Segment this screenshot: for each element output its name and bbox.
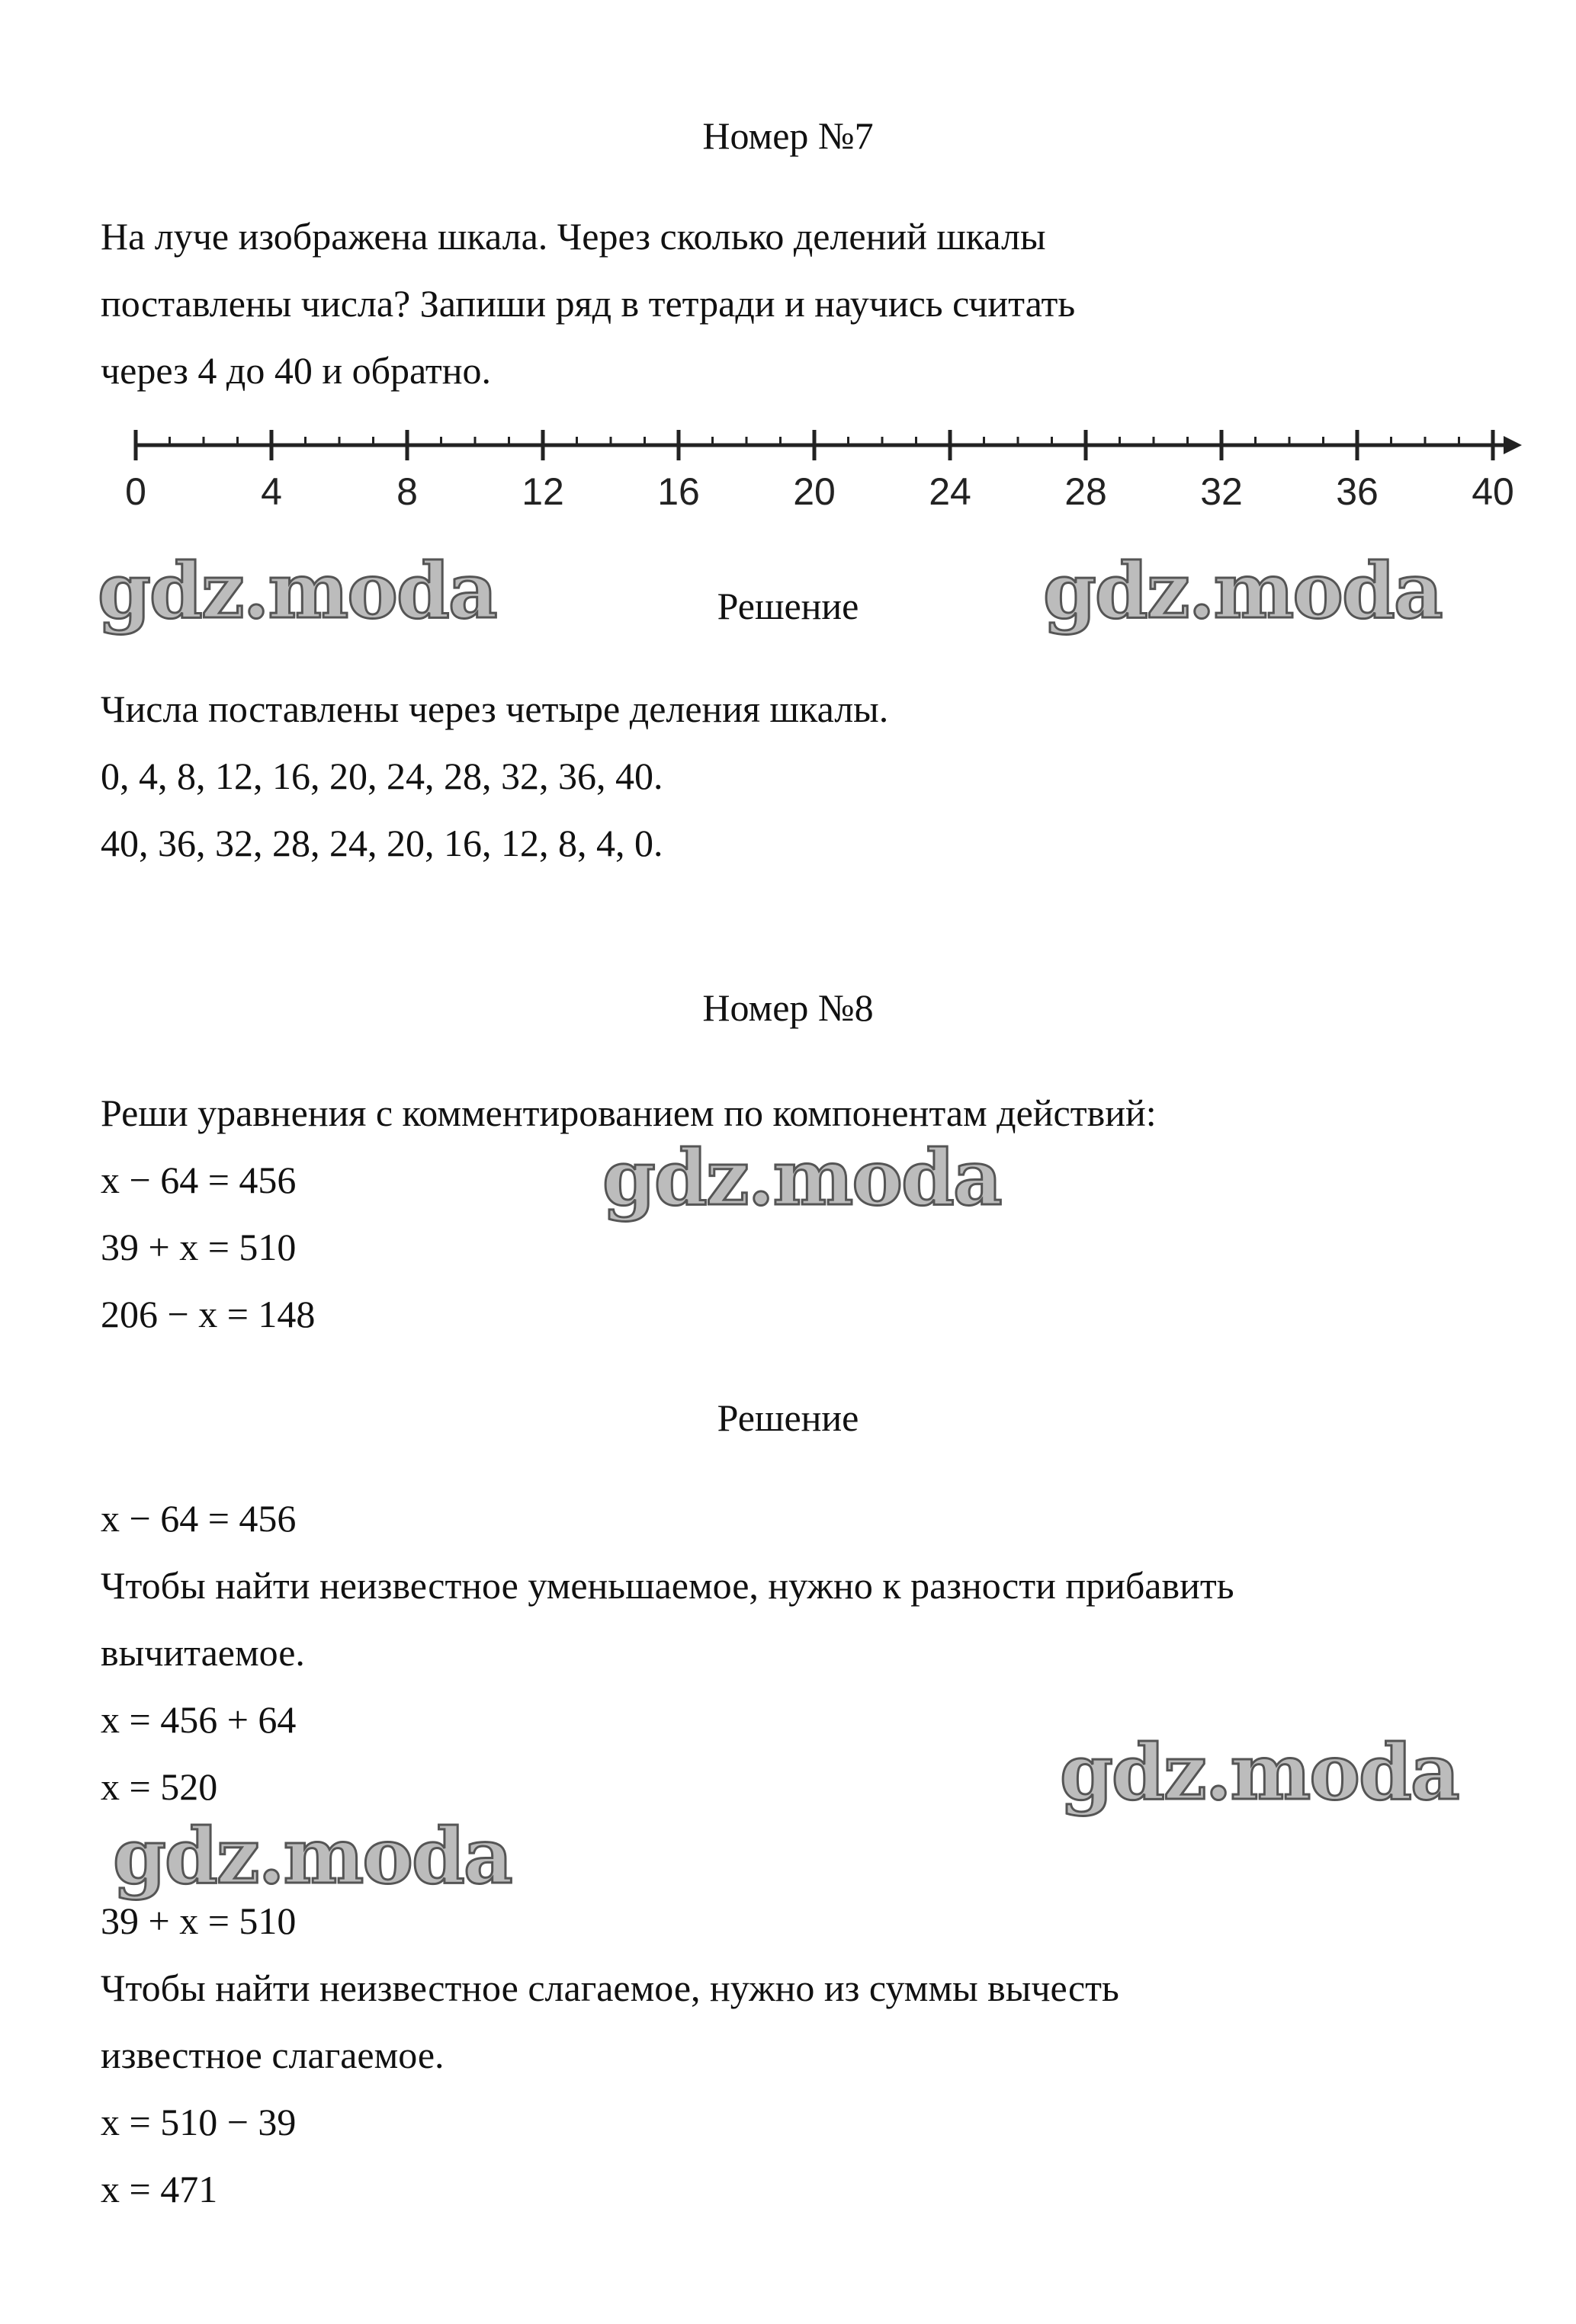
task7-question-line: поставлены числа? Запиши ряд в тетради и научись считать — [101, 282, 1076, 325]
task8-solution-line: x = 510 − 39 — [101, 2101, 297, 2143]
task7-question-line: через 4 до 40 и обратно. — [101, 349, 492, 392]
task8-solution-line: x − 64 = 456 — [101, 1497, 297, 1540]
scale-tick-label: 4 — [261, 470, 282, 513]
watermark: gdz.moda — [113, 1811, 512, 1901]
scale-tick-label: 8 — [396, 470, 418, 513]
task7-solution-heading: Решение — [717, 585, 859, 627]
task8-solution-line: Чтобы найти неизвестное уменьшаемое, нужно к разности прибавить — [101, 1564, 1234, 1607]
watermark: gdz.moda — [602, 1133, 1001, 1223]
scale-tick-label: 32 — [1200, 470, 1243, 513]
scale-tick-label: 24 — [929, 470, 971, 513]
task8-solution-line: вычитаемое. — [101, 1631, 305, 1674]
task8-solution-line: x = 456 + 64 — [101, 1698, 297, 1741]
watermark: gdz.moda — [1060, 1727, 1459, 1817]
number-scale — [91, 412, 1533, 534]
task7-solution-line: Числа поставлены через четыре деления шкалы. — [101, 688, 889, 730]
scale-arrow — [1504, 436, 1522, 454]
scale-tick-label: 12 — [522, 470, 564, 513]
number-scale-svg — [91, 412, 1533, 534]
scale-tick-label: 16 — [657, 470, 700, 513]
task8-solution-line: Чтобы найти неизвестное слагаемое, нужно из суммы вычесть — [101, 1967, 1119, 2009]
task8-heading: Номер №8 — [702, 986, 874, 1029]
task7-question-line: На луче изображена шкала. Через сколько делений шкалы — [101, 215, 1046, 258]
task8-equation: 39 + x = 510 — [101, 1226, 297, 1268]
scale-tick-label: 20 — [793, 470, 836, 513]
task8-solution-line: x = 520 — [101, 1765, 218, 1808]
task7-solution-line: 0, 4, 8, 12, 16, 20, 24, 28, 32, 36, 40. — [101, 755, 663, 797]
watermark: gdz.moda — [98, 546, 496, 636]
task8-question-line: Реши уравнения с комментированием по компонентам действий: — [101, 1091, 1157, 1134]
task8-equation: 206 − x = 148 — [101, 1293, 316, 1335]
task7-solution-line: 40, 36, 32, 28, 24, 20, 16, 12, 8, 4, 0. — [101, 822, 663, 864]
task8-solution-heading: Решение — [717, 1396, 859, 1439]
scale-tick-label: 0 — [125, 470, 146, 513]
task8-solution-line: x = 471 — [101, 2168, 218, 2210]
scale-tick-label: 40 — [1472, 470, 1514, 513]
task8-solution-line: 39 + x = 510 — [101, 1899, 297, 1942]
scale-tick-label: 28 — [1064, 470, 1107, 513]
task8-solution-line: известное слагаемое. — [101, 2034, 445, 2076]
task8-equation: x − 64 = 456 — [101, 1159, 297, 1201]
task7-heading: Номер №7 — [702, 114, 874, 157]
scale-tick-label: 36 — [1336, 470, 1379, 513]
watermark: gdz.moda — [1043, 546, 1442, 636]
